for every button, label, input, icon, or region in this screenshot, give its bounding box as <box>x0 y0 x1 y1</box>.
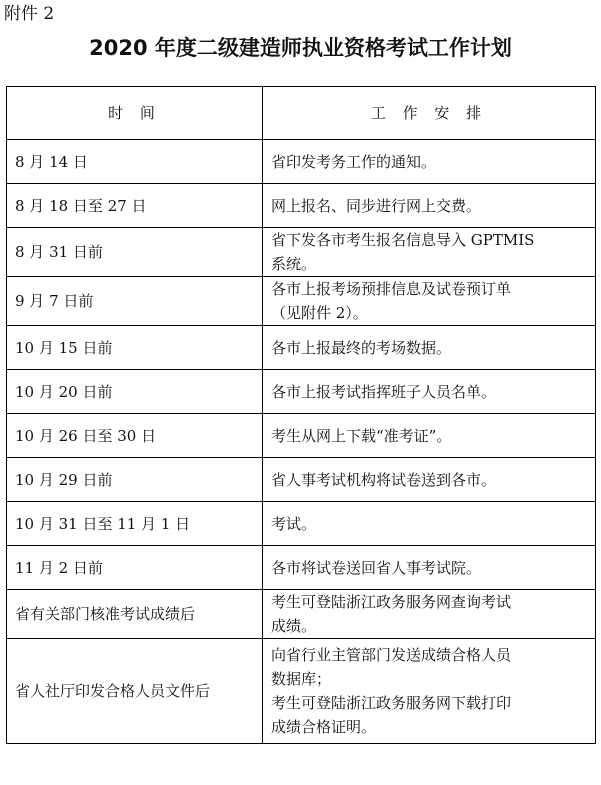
work-cell: 考生可登陆浙江政务服务网查询考试 成绩。 <box>263 590 596 639</box>
document-title: 2020 年度二级建造师执业资格考试工作计划 <box>89 36 512 60</box>
work-cell: 各市将试卷送回省人事考试院。 <box>263 546 596 590</box>
work-cell: 考生从网上下载“准考证”。 <box>263 414 596 458</box>
table-row <box>7 639 596 744</box>
time-cell: 8 月 18 日至 27 日 <box>7 184 263 228</box>
table-row <box>7 277 596 326</box>
table-row <box>7 370 596 414</box>
work-cell: 各市上报考试指挥班子人员名单。 <box>263 370 596 414</box>
time-cell: 11 月 2 日前 <box>7 546 263 590</box>
time-cell: 10 月 15 日前 <box>7 326 263 370</box>
time-cell: 8 月 14 日 <box>7 140 263 184</box>
table-row <box>7 140 596 184</box>
time-cell: 10 月 20 日前 <box>7 370 263 414</box>
work-cell: 向省行业主管部门发送成绩合格人员 数据库； 考生可登陆浙江政务服务网下载打印 成绩合格证明。 <box>263 639 596 744</box>
time-cell: 8 月 31 日前 <box>7 228 263 277</box>
time-cell: 9 月 7 日前 <box>7 277 263 326</box>
work-cell: 各市上报最终的考场数据。 <box>263 326 596 370</box>
table-row <box>7 414 596 458</box>
time-cell: 10 月 29 日前 <box>7 458 263 502</box>
work-cell: 省印发考务工作的通知。 <box>263 140 596 184</box>
table-row <box>7 590 596 639</box>
work-cell: 省下发各市考生报名信息导入 GPTMIS 系统。 <box>263 228 596 277</box>
header-work: 工 作 安 排 <box>263 87 596 140</box>
time-cell: 10 月 26 日至 30 日 <box>7 414 263 458</box>
table-header-row <box>7 87 596 140</box>
work-cell: 考试。 <box>263 502 596 546</box>
table-row <box>7 546 596 590</box>
work-cell: 各市上报考场预排信息及试卷预订单 （见附件 2）。 <box>263 277 596 326</box>
time-cell: 10 月 31 日至 11 月 1 日 <box>7 502 263 546</box>
time-cell: 省人社厅印发合格人员文件后 <box>7 639 263 744</box>
work-cell: 网上报名、同步进行网上交费。 <box>263 184 596 228</box>
table-row <box>7 184 596 228</box>
table-row <box>7 228 596 277</box>
table-row <box>7 502 596 546</box>
header-time: 时 间 <box>7 87 263 140</box>
work-cell: 省人事考试机构将试卷送到各市。 <box>263 458 596 502</box>
table-row <box>7 326 596 370</box>
work-plan-table <box>6 86 596 744</box>
time-cell: 省有关部门核准考试成绩后 <box>7 590 263 639</box>
attachment-label: 附件 2 <box>4 4 55 24</box>
table-row <box>7 458 596 502</box>
